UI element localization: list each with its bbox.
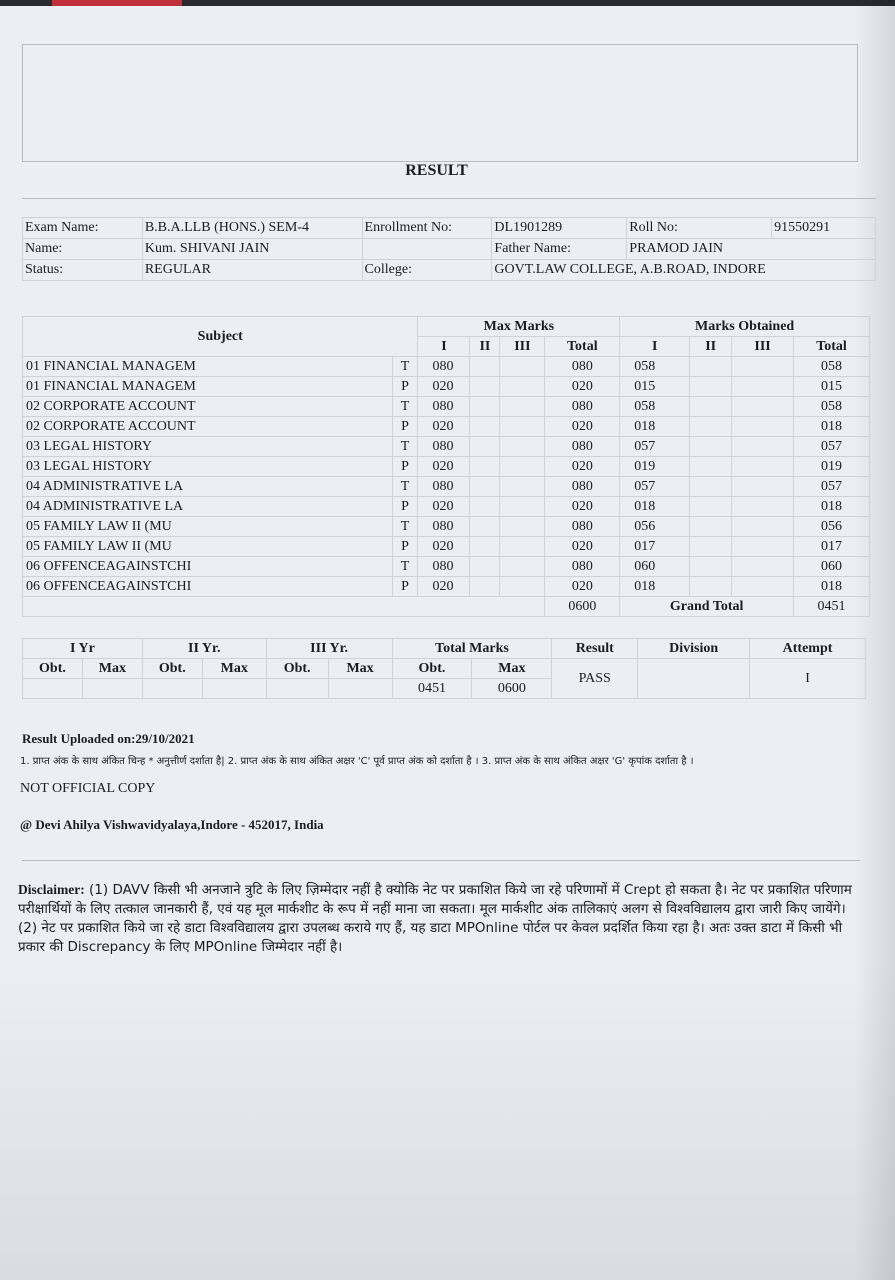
obt-total-cell: 057 [794, 437, 870, 457]
max-i-cell: 080 [418, 477, 470, 497]
paper-type-cell: P [392, 417, 418, 437]
obt-i-cell: 015 [620, 377, 690, 397]
obt-i-cell: 058 [620, 357, 690, 377]
subject-cell: 03 LEGAL HISTORY [23, 437, 393, 457]
name-label: Name: [23, 239, 143, 260]
i-yr-max: Max [82, 659, 142, 679]
paper-type-cell: T [392, 517, 418, 537]
obt-iii-cell [732, 437, 794, 457]
obt-iii-cell [732, 397, 794, 417]
total-obt-header: Obt. [392, 659, 472, 679]
marks-row [23, 417, 870, 437]
obt-ii-cell [690, 577, 732, 597]
paper-type-cell: P [392, 377, 418, 397]
max-ii-cell [470, 577, 500, 597]
max-i-header: I [418, 337, 470, 357]
i-yr-obt: Obt. [23, 659, 83, 679]
exam-name-label: Exam Name: [23, 218, 143, 239]
obt-ii-cell [690, 357, 732, 377]
paper-type-cell: P [392, 537, 418, 557]
top-edge-red-mark [52, 0, 182, 6]
result-value: PASS [552, 659, 638, 699]
max-iii-cell [500, 417, 545, 437]
max-ii-cell [470, 377, 500, 397]
subject-cell: 04 ADMINISTRATIVE LA [23, 497, 393, 517]
obt-total-cell: 018 [794, 417, 870, 437]
disclaimer [18, 880, 858, 957]
paper-type-cell: T [392, 437, 418, 457]
marks-row [23, 357, 870, 377]
obt-iii-cell [732, 377, 794, 397]
ii-yr-obt: Obt. [142, 659, 202, 679]
summary-subheader-row [23, 659, 866, 679]
marks-row [23, 437, 870, 457]
total-max-header: Max [472, 659, 552, 679]
obt-total-cell: 017 [794, 537, 870, 557]
max-iii-cell [500, 517, 545, 537]
max-marks-header: Max Marks [418, 317, 620, 337]
marks-row [23, 477, 870, 497]
footnote: 1. प्राप्त अंक के साथ अंकित चिन्ह * अनुत्तीर्ण दर्शाता है| 2. प्राप्त अंक के साथ अंकित अक्षर 'C' पूर्व प्राप्त अंक को दर्शाता है । 3. प्राप्त अंक के साथ अंकित अक्षर 'G' कृपांक दर्शाता है । [20, 756, 694, 767]
marks-row [23, 577, 870, 597]
i-yr-max-value [82, 679, 142, 699]
result-header: Result [552, 639, 638, 659]
max-i-cell: 020 [418, 457, 470, 477]
subject-cell: 05 FAMILY LAW II (MU [23, 517, 393, 537]
subject-cell: 03 LEGAL HISTORY [23, 457, 393, 477]
exam-name-value: B.B.A.LLB (HONS.) SEM-4 [142, 218, 362, 239]
obt-iii-header: III [732, 337, 794, 357]
max-iii-cell [500, 497, 545, 517]
paper-type-cell: P [392, 457, 418, 477]
max-total-cell: 020 [545, 417, 620, 437]
subject-cell: 02 CORPORATE ACCOUNT [23, 397, 393, 417]
obt-i-cell: 057 [620, 477, 690, 497]
summary-header-row [23, 639, 866, 659]
paper-type-cell: T [392, 397, 418, 417]
obt-ii-cell [690, 437, 732, 457]
max-iii-cell [500, 577, 545, 597]
name-value: Kum. SHIVANI JAIN [142, 239, 362, 260]
max-iii-cell [500, 537, 545, 557]
obt-i-cell: 017 [620, 537, 690, 557]
max-i-cell: 020 [418, 537, 470, 557]
header-blank-box [22, 44, 858, 162]
obt-i-cell: 018 [620, 577, 690, 597]
max-ii-cell [470, 497, 500, 517]
max-total-cell: 020 [545, 577, 620, 597]
obt-total-cell: 060 [794, 557, 870, 577]
marks-table [22, 316, 870, 617]
obt-total-cell: 058 [794, 357, 870, 377]
status-value: REGULAR [142, 260, 362, 281]
marks-obtained-header: Marks Obtained [620, 317, 870, 337]
division-value [638, 659, 750, 699]
obt-ii-cell [690, 397, 732, 417]
obt-iii-cell [732, 537, 794, 557]
info-row [23, 239, 876, 260]
max-i-cell: 080 [418, 357, 470, 377]
obt-iii-cell [732, 477, 794, 497]
i-yr-obt-value [23, 679, 83, 699]
roll-label: Roll No: [627, 218, 772, 239]
obt-i-cell: 060 [620, 557, 690, 577]
max-total-cell: 020 [545, 457, 620, 477]
roll-value: 91550291 [772, 218, 876, 239]
iii-yr-max: Max [328, 659, 392, 679]
obt-ii-cell [690, 417, 732, 437]
marks-row [23, 497, 870, 517]
paper-type-cell: T [392, 357, 418, 377]
max-iii-cell [500, 477, 545, 497]
max-ii-cell [470, 437, 500, 457]
max-i-cell: 080 [418, 557, 470, 577]
obt-iii-cell [732, 517, 794, 537]
max-i-cell: 020 [418, 417, 470, 437]
ii-yr-max: Max [202, 659, 266, 679]
iii-yr-max-value [328, 679, 392, 699]
max-ii-cell [470, 557, 500, 577]
max-i-cell: 020 [418, 497, 470, 517]
obt-total-cell: 018 [794, 577, 870, 597]
max-ii-cell [470, 417, 500, 437]
student-info-table [22, 217, 876, 281]
info-row [23, 260, 876, 281]
marks-row [23, 517, 870, 537]
max-ii-cell [470, 457, 500, 477]
divider-line [22, 198, 876, 199]
max-total-cell: 080 [545, 397, 620, 417]
enrollment-value: DL1901289 [492, 218, 627, 239]
max-i-cell: 080 [418, 517, 470, 537]
page-title: RESULT [405, 162, 468, 179]
obt-ii-cell [690, 537, 732, 557]
max-iii-cell [500, 557, 545, 577]
subject-cell: 06 OFFENCEAGAINSTCHI [23, 577, 393, 597]
page-shadow-bottom [0, 960, 895, 1280]
max-i-cell: 080 [418, 437, 470, 457]
obt-ii-header: II [690, 337, 732, 357]
grand-total-row [23, 597, 870, 617]
obt-i-header: I [620, 337, 690, 357]
father-value: PRAMOD JAIN [627, 239, 876, 260]
max-iii-header: III [500, 337, 545, 357]
subject-cell: 01 FINANCIAL MANAGEM [23, 357, 393, 377]
i-yr-header: I Yr [23, 639, 143, 659]
obt-iii-cell [732, 357, 794, 377]
enrollment-label: Enrollment No: [362, 218, 492, 239]
iii-yr-obt-value [266, 679, 328, 699]
marks-row [23, 537, 870, 557]
obt-iii-cell [732, 417, 794, 437]
obt-ii-cell [690, 477, 732, 497]
status-label: Status: [23, 260, 143, 281]
max-iii-cell [500, 377, 545, 397]
ii-yr-max-value [202, 679, 266, 699]
info-row [23, 218, 876, 239]
obt-ii-cell [690, 497, 732, 517]
max-total-cell: 080 [545, 357, 620, 377]
subject-header: Subject [23, 317, 418, 357]
grand-total-spacer [23, 597, 545, 617]
obt-grand-total: 0451 [794, 597, 870, 617]
max-ii-cell [470, 477, 500, 497]
paper-type-cell: T [392, 477, 418, 497]
ii-yr-obt-value [142, 679, 202, 699]
attempt-value: I [750, 659, 866, 699]
not-official-notice: NOT OFFICIAL COPY [20, 781, 156, 796]
paper-type-cell: T [392, 557, 418, 577]
max-iii-cell [500, 357, 545, 377]
obt-total-cell: 057 [794, 477, 870, 497]
obt-iii-cell [732, 557, 794, 577]
iii-yr-obt: Obt. [266, 659, 328, 679]
summary-table [22, 638, 866, 699]
subject-cell: 05 FAMILY LAW II (MU [23, 537, 393, 557]
max-iii-cell [500, 457, 545, 477]
grand-total-label: Grand Total [620, 597, 794, 617]
obt-iii-cell [732, 497, 794, 517]
obt-i-cell: 056 [620, 517, 690, 537]
obt-i-cell: 018 [620, 497, 690, 517]
marks-header-row [23, 317, 870, 337]
max-i-cell: 080 [418, 397, 470, 417]
max-i-cell: 020 [418, 377, 470, 397]
obt-i-cell: 058 [620, 397, 690, 417]
total-obt-value: 0451 [392, 679, 472, 699]
obt-i-cell: 019 [620, 457, 690, 477]
college-label: College: [362, 260, 492, 281]
subject-cell: 02 CORPORATE ACCOUNT [23, 417, 393, 437]
copyright-line: @ Devi Ahilya Vishwavidyalaya,Indore - 452017, India [20, 817, 324, 832]
upload-date: Result Uploaded on:29/10/2021 [22, 731, 195, 746]
max-ii-cell [470, 517, 500, 537]
info-empty-cell [362, 239, 492, 260]
college-value: GOVT.LAW COLLEGE, A.B.ROAD, INDORE [492, 260, 876, 281]
max-total-cell: 020 [545, 537, 620, 557]
iii-yr-header: III Yr. [266, 639, 392, 659]
max-total-cell: 080 [545, 477, 620, 497]
max-ii-cell [470, 397, 500, 417]
obt-ii-cell [690, 517, 732, 537]
marks-row [23, 397, 870, 417]
obt-total-header: Total [794, 337, 870, 357]
obt-ii-cell [690, 377, 732, 397]
max-ii-cell [470, 537, 500, 557]
max-grand-total: 0600 [545, 597, 620, 617]
max-total-header: Total [545, 337, 620, 357]
division-header: Division [638, 639, 750, 659]
total-max-value: 0600 [472, 679, 552, 699]
obt-total-cell: 058 [794, 397, 870, 417]
attempt-header: Attempt [750, 639, 866, 659]
obt-iii-cell [732, 577, 794, 597]
obt-ii-cell [690, 557, 732, 577]
max-iii-cell [500, 437, 545, 457]
obt-total-cell: 019 [794, 457, 870, 477]
obt-total-cell: 056 [794, 517, 870, 537]
max-total-cell: 080 [545, 517, 620, 537]
father-label: Father Name: [492, 239, 627, 260]
total-marks-header: Total Marks [392, 639, 552, 659]
disclaimer-text: (1) DAVV किसी भी अनजाने त्रुटि के लिए ज़िम्मेदार नहीं है क्योकि नेट पर प्रकाशित किये जा रहे परिणामों में Crept हो सकता है। नेट पर प्रकाशित परिणाम परीक्षार्थियों के लिए तत्काल जानकारी हैं, एवं यह मूल मार्कशीट के रूप में नहीं माना जा सकता। मूल मार्कशीट अंक तालिकाएं अलग से विश्वविद्यालय द्वारा जारी किए जायेंगे। (2) नेट पर प्रकाशित किये जा रहे डाटा विश्वविद्यालय द्वारा उपलब्ध कराये गए हैं, यह डाटा MPOnline पोर्टल पर केवल प्रदर्शित किया रहा है। अतः उक्त डाटा में किसी भी प्रकार की Discrepancy के लिए MPOnline जिम्मेदार नहीं है। [18, 882, 852, 955]
max-total-cell: 080 [545, 437, 620, 457]
max-iii-cell [500, 397, 545, 417]
max-total-cell: 020 [545, 497, 620, 517]
max-ii-header: II [470, 337, 500, 357]
subject-cell: 06 OFFENCEAGAINSTCHI [23, 557, 393, 577]
marks-row [23, 557, 870, 577]
max-total-cell: 080 [545, 557, 620, 577]
obt-total-cell: 018 [794, 497, 870, 517]
paper-type-cell: P [392, 497, 418, 517]
top-edge-strip [0, 0, 895, 6]
obt-i-cell: 018 [620, 417, 690, 437]
max-total-cell: 020 [545, 377, 620, 397]
subject-cell: 04 ADMINISTRATIVE LA [23, 477, 393, 497]
marks-row [23, 457, 870, 477]
divider-line [22, 860, 860, 861]
subject-cell: 01 FINANCIAL MANAGEM [23, 377, 393, 397]
disclaimer-label: Disclaimer: [18, 882, 85, 897]
paper-type-cell: P [392, 577, 418, 597]
obt-total-cell: 015 [794, 377, 870, 397]
obt-ii-cell [690, 457, 732, 477]
obt-i-cell: 057 [620, 437, 690, 457]
ii-yr-header: II Yr. [142, 639, 266, 659]
marks-row [23, 377, 870, 397]
obt-iii-cell [732, 457, 794, 477]
max-ii-cell [470, 357, 500, 377]
max-i-cell: 020 [418, 577, 470, 597]
